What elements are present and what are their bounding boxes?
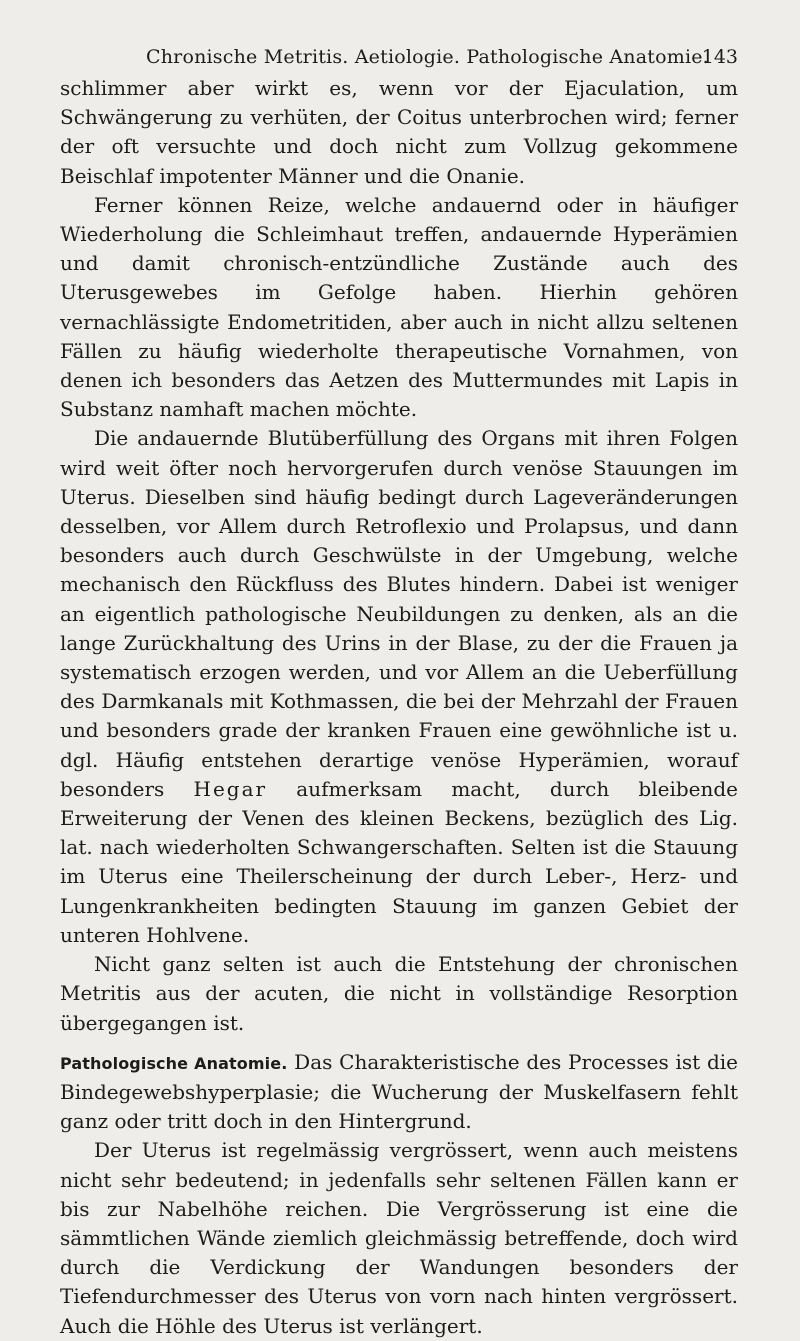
paragraph-2 [60, 191, 738, 425]
paragraph-1 [60, 74, 738, 191]
paragraph-2-text: Ferner können Reize, welche andauernd oder in häufiger Wiederholung die Schleimhaut treffen, andauernde Hyperämien und damit chronisch-entzündliche Zustände auch des Uterusgewebes im Gefolge haben. Hierhin gehören vernachlässigte Endometritiden, aber auch in nicht allzu seltenen Fällen zu häufig wiederholte therapeutische Vornahmen, von denen ich besonders das Aetzen des Muttermundes mit Lapis in Substanz namhaft machen möchte. [60, 192, 738, 422]
paragraph-1-text: schlimmer aber wirkt es, wenn vor der Ejaculation, um Schwängerung zu verhüten, der Coitus unterbrochen wird; ferner der oft versuchte und doch nicht zum Vollzug gekommene Beischlaf impotenter Männer und die Onanie. [60, 76, 738, 188]
paragraph-4-text: Nicht ganz selten ist auch die Entstehung der chronischen Metritis aus der acuten, die nicht in vollständige Resorption übergegangen ist. [60, 952, 738, 1035]
paragraph-3-text-a: Die andauernde Blutüberfüllung des Organs mit ihren Folgen wird weit öfter noch hervorgerufen durch venöse Stauungen im Uterus. Dieselben sind häufig bedingt durch Lageveränderungen desselben, vor Allem durch Retroflexio und Prolapsus, und dann besonders auch durch Geschwülste in der Umgebung, welche mechanisch den Rückfluss des Blutes hindern. Dabei ist weniger an eigentlich pathologische Neubildungen zu denken, als an die lange Zurückhaltung des Urins in der Blase, zu der die Frauen ja systematisch erzogen werden, und vor Allem an die Ueberfüllung des Darmkanals mit Kothmassen, die bei der Mehrzahl der Frauen und besonders grade der kranken Frauen eine gewöhnliche ist u. dgl. Häufig entstehen derartige venöse Hyperämien, worauf besonders [60, 426, 738, 801]
body-text [60, 74, 738, 1341]
paragraph-4 [60, 950, 738, 1038]
author-name-hegar: Hegar [193, 776, 268, 801]
paragraph-6-text: Der Uterus ist regelmässig vergrössert, wenn auch meistens nicht sehr bedeutend; in jedenfalls sehr seltenen Fällen kann er bis zur Nabelhöhe reichen. Die Vergrösserung ist eine die sämmtlichen Wände ziemlich gleichmässig betreffende, doch wird durch die Verdickung der Wandungen besonders der Tiefendurchmesser des Uterus von vorn nach hinten vergrössert. Auch die Höhle des Uterus ist verlängert. [60, 1138, 738, 1338]
paragraph-3-text-b: aufmerksam macht, durch bleibende Erweiterung der Venen des kleinen Beckens, bezüglich des Lig. lat. nach wiederholten Schwangerschaften. Selten ist die Stauung im Uterus eine Theilerscheinung der durch Leber-, Herz- und Lungenkrankheiten bedingten Stauung im ganzen Gebiet der unteren Hohlvene. [60, 776, 738, 947]
page-header [60, 0, 738, 74]
paragraph-3 [60, 424, 738, 950]
section-heading-pathologische-anatomie: Pathologische Anatomie. [60, 1053, 288, 1073]
paragraph-5 [60, 1048, 738, 1137]
paragraph-5-text: Das Charakteristische des Processes ist die Bindegewebshyperplasie; die Wucherung der Muskelfasern fehlt ganz oder tritt doch in den Hintergrund. [60, 1049, 738, 1134]
paragraph-6 [60, 1136, 738, 1340]
page-number: 143 [701, 46, 738, 68]
running-title: Chronische Metritis. Aetiologie. Pathologische Anatomie. [146, 46, 709, 68]
